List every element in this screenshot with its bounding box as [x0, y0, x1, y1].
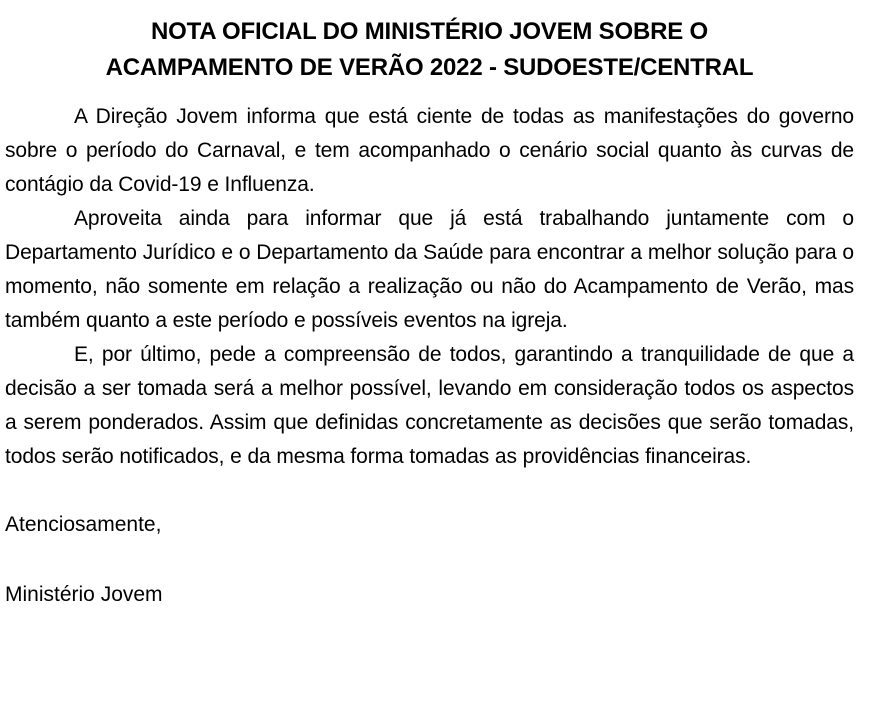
document-title — [5, 0, 854, 86]
title-line-1: NOTA OFICIAL DO MINISTÉRIO JOVEM SOBRE O — [151, 18, 708, 45]
paragraph-2: Aproveita ainda para informar que já está trabalhando juntamente com o Departamento Jurídico e o Departamento da Saúde para encontrar a melhor solução para o momento, não somente em relação a realização ou não do Acampamento de Verão, mas também quanto a este período e possíveis eventos na igreja. — [5, 207, 854, 332]
signature: Ministério Jovem — [5, 583, 163, 606]
title-line-2: ACAMPAMENTO DE VERÃO 2022 - SUDOESTE/CENTRAL — [105, 54, 754, 81]
paragraph-3: E, por último, pede a compreensão de todos, garantindo a tranquilidade de que a decisão a ser tomada será a melhor possível, levando em consideração todos os aspectos a serem ponderados. Assim que definidas concretamente as decisões que serão tomadas, todos serão notificados, e da mesma forma tomadas as providências financeiras. — [5, 343, 854, 468]
document-body — [5, 100, 854, 474]
paragraph-1: A Direção Jovem informa que está ciente de todas as manifestações do governo sobre o período do Carnaval, e tem acompanhado o cenário social quanto às curvas de contágio da Covid-19 e Influenza. — [5, 105, 854, 196]
closing-salutation: Atenciosamente, — [5, 513, 162, 536]
